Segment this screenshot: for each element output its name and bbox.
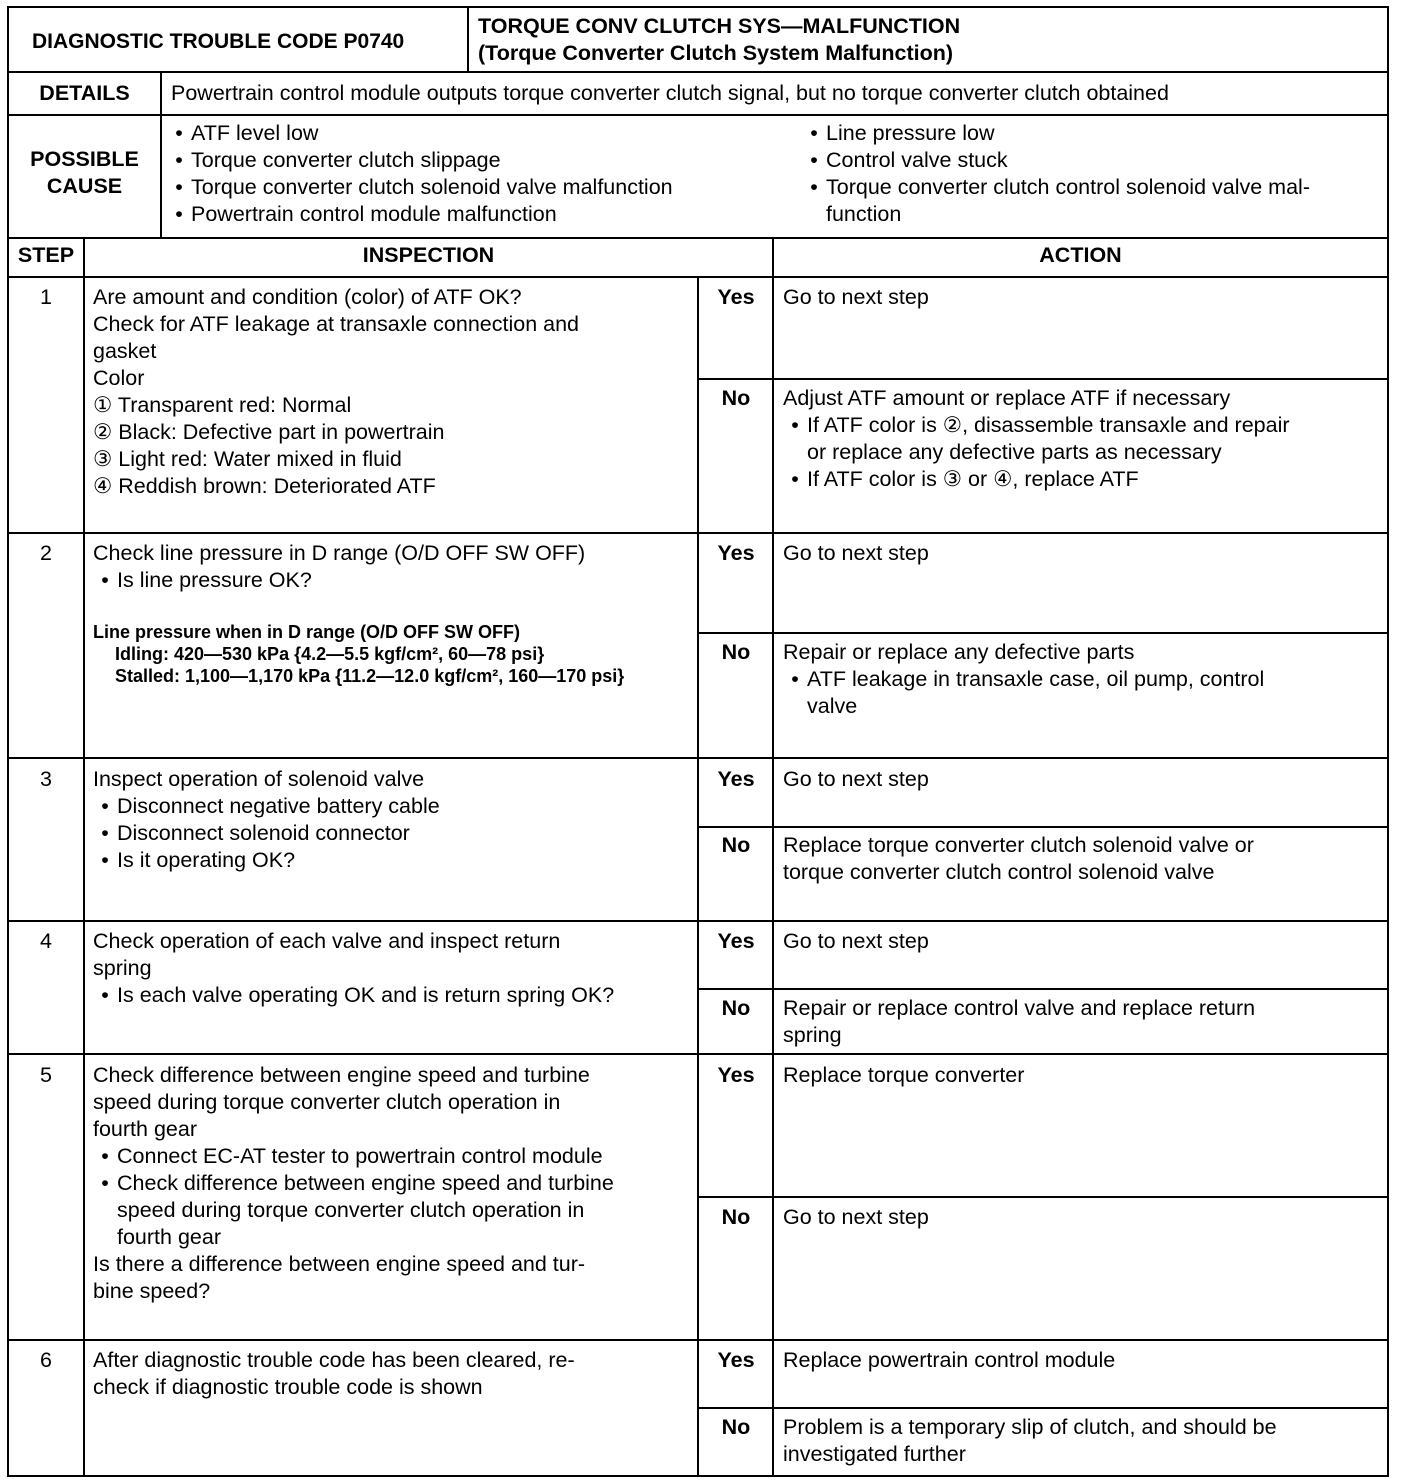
inspection-line: Check operation of each valve and inspect return [93, 929, 561, 953]
action-line: Adjust ATF amount or replace ATF if necessary [783, 386, 1231, 410]
action-line: Replace powertrain control module [783, 1348, 1116, 1372]
inspection-line: bine speed? [93, 1279, 211, 1303]
yes-label: Yes [717, 1063, 755, 1087]
inspection-bullet: • Connect EC-AT tester to powertrain control module [93, 1143, 614, 1170]
step-3-yes-no-line [697, 826, 1389, 828]
inspection-line: Inspect operation of solenoid valve [93, 767, 425, 791]
possible-cause-item: • Torque converter clutch slippage [167, 147, 673, 174]
action-line-continued: or replace any defective parts as necessary [807, 440, 1222, 464]
dtc-name-line-2: (Torque Converter Clutch System Malfunction) [478, 41, 954, 65]
yes-label: Yes [717, 541, 755, 565]
inspection-line: Is there a difference between engine speed and tur- [93, 1252, 586, 1276]
no-label: No [721, 1205, 751, 1229]
step-3-no-action [783, 832, 1254, 886]
yes-label: Yes [717, 767, 755, 791]
step-1-yes-no-line [697, 378, 1389, 380]
action-line: spring [783, 1023, 842, 1047]
inspection-line: Check line pressure in D range (O/D OFF SW OFF) [93, 541, 586, 565]
inspection-bullet: • Disconnect solenoid connector [93, 820, 440, 847]
possible-cause-item: • Line pressure low [802, 120, 1310, 147]
possible-cause-left-list [167, 120, 673, 228]
column-header-step: STEP [17, 243, 75, 267]
inspection-line-continued: fourth gear [117, 1225, 221, 1249]
no-label: No [721, 640, 751, 664]
step-5-inspection [93, 1062, 614, 1305]
column-header-inspection: INSPECTION [362, 243, 495, 267]
step-2-yes-no-line [697, 632, 1389, 634]
step-6-no-action [783, 1414, 1277, 1468]
step-2-yes-action [783, 540, 929, 567]
inspection-bullet: • Is it operating OK? [93, 847, 440, 874]
possible-cause-item: • Torque converter clutch control solenoid valve mal- [802, 174, 1310, 201]
column-header-action: ACTION [1039, 243, 1122, 267]
step-number: 2 [40, 541, 52, 565]
line-pressure-spec [93, 621, 624, 687]
no-label: No [721, 1415, 751, 1439]
action-line: Repair or replace any defective parts [783, 640, 1135, 664]
header-bottom-line [7, 71, 1389, 73]
color-item: ③ Light red: Water mixed in fluid [93, 447, 402, 471]
action-line: Go to next step [783, 541, 929, 565]
inspection-line: check if diagnostic trouble code is shown [93, 1375, 483, 1399]
inspection-line: Are amount and condition (color) of ATF OK? [93, 285, 522, 309]
step-4-yes-no-line [697, 988, 1389, 990]
step-4-bottom-line [7, 1053, 1389, 1055]
action-line: Go to next step [783, 929, 929, 953]
yesno-column-line [697, 276, 699, 1477]
step-1-bottom-line [7, 532, 1389, 534]
possible-cause-right-list [802, 120, 1310, 228]
step-number: 5 [40, 1063, 52, 1087]
spec-stalled: Stalled: 1,100—1,170 kPa {11.2—12.0 kgf/cm², 160—170 psi} [115, 666, 625, 686]
inspection-bullet: • Is line pressure OK? [93, 567, 585, 594]
step-1-no-action [783, 385, 1290, 493]
dtc-name-line-1: TORQUE CONV CLUTCH SYS—MALFUNCTION [478, 14, 961, 38]
details-divider [160, 71, 162, 238]
step-5-no-action [783, 1204, 929, 1231]
possible-cause-item: • Control valve stuck [802, 147, 1310, 174]
step-number: 4 [40, 929, 52, 953]
details-label: DETAILS [39, 81, 130, 105]
yes-label: Yes [717, 929, 755, 953]
action-line: Go to next step [783, 285, 929, 309]
step-3-bottom-line [7, 920, 1389, 922]
inspection-line: speed during torque converter clutch operation in [93, 1090, 561, 1114]
color-item: ① Transparent red: Normal [93, 393, 352, 417]
possible-cause-label-2: CAUSE [46, 174, 123, 198]
action-line: Go to next step [783, 767, 929, 791]
inspection-line: Color [93, 366, 145, 390]
possible-cause-item: • ATF level low [167, 120, 673, 147]
step-number: 3 [40, 767, 52, 791]
no-label: No [721, 996, 751, 1020]
spec-heading: Line pressure when in D range (O/D OFF SW OFF) [93, 622, 521, 642]
step-5-yes-no-line [697, 1196, 1389, 1198]
step-6-yes-action [783, 1347, 1115, 1374]
yes-label: Yes [717, 285, 755, 309]
action-line: Replace torque converter [783, 1063, 1025, 1087]
color-item: ④ Reddish brown: Deteriorated ATF [93, 474, 436, 498]
step-number: 1 [40, 285, 52, 309]
action-line: torque converter clutch control solenoid valve [783, 860, 1215, 884]
step-number: 6 [40, 1348, 52, 1372]
step-5-yes-action [783, 1062, 1024, 1089]
inspection-line: Check difference between engine speed and turbine [93, 1063, 590, 1087]
action-line-continued: valve [807, 694, 858, 718]
inspection-bullet: • Is each valve operating OK and is return spring OK? [93, 982, 614, 1009]
no-label: No [721, 833, 751, 857]
possible-cause-item: • Torque converter clutch solenoid valve malfunction [167, 174, 673, 201]
step-6-yes-no-line [697, 1407, 1389, 1409]
action-line: Repair or replace control valve and replace return [783, 996, 1256, 1020]
action-bullet: • ATF leakage in transaxle case, oil pump, control [783, 666, 1264, 693]
possible-cause-label-1: POSSIBLE [30, 147, 139, 171]
step-4-yes-action [783, 928, 929, 955]
details-text: Powertrain control module outputs torque converter clutch signal, but no torque converter clutch obtained [171, 81, 1169, 105]
inspection-line: gasket [93, 339, 157, 363]
step-1-yes-action [783, 284, 929, 311]
action-line: investigated further [783, 1442, 966, 1466]
dtc-code-title: DIAGNOSTIC TROUBLE CODE P0740 [32, 30, 405, 53]
inspection-line: Check for ATF leakage at transaxle connection and [93, 312, 580, 336]
action-line: Problem is a temporary slip of clutch, and should be [783, 1415, 1277, 1439]
no-label: No [721, 386, 751, 410]
step-3-inspection [93, 766, 440, 874]
step-4-no-action [783, 995, 1255, 1049]
step-2-bottom-line [7, 757, 1389, 759]
color-item: ② Black: Defective part in powertrain [93, 420, 445, 444]
action-line: Replace torque converter clutch solenoid valve or [783, 833, 1254, 857]
inspection-line: After diagnostic trouble code has been cleared, re- [93, 1348, 575, 1372]
inspection-bullet: • Check difference between engine speed and turbine [93, 1170, 614, 1197]
step-5-bottom-line [7, 1339, 1389, 1341]
step-2-no-action [783, 639, 1264, 720]
spec-idling: Idling: 420—530 kPa {4.2—5.5 kgf/cm², 60—78 psi} [115, 644, 545, 664]
inspection-line: spring [93, 956, 152, 980]
header-divider [467, 6, 469, 72]
step-1-inspection [93, 284, 579, 500]
action-bullet: • If ATF color is ②, disassemble transaxle and repair [783, 412, 1290, 439]
inspection-bullet: • Disconnect negative battery cable [93, 793, 440, 820]
action-line: Go to next step [783, 1205, 929, 1229]
cause-bottom-line [7, 237, 1389, 239]
yes-label: Yes [717, 1348, 755, 1372]
details-bottom-line [7, 114, 1389, 116]
step-6-inspection [93, 1347, 575, 1401]
step-3-yes-action [783, 766, 929, 793]
possible-cause-item-continued: function [826, 202, 902, 226]
inspection-line-continued: speed during torque converter clutch operation in [117, 1198, 585, 1222]
step-4-inspection [93, 928, 614, 1009]
step-column-line [83, 237, 85, 1477]
step-2-inspection [93, 540, 585, 594]
possible-cause-item: • Powertrain control module malfunction [167, 201, 673, 228]
inspection-line: fourth gear [93, 1117, 197, 1141]
action-bullet: • If ATF color is ③ or ④, replace ATF [783, 466, 1290, 493]
